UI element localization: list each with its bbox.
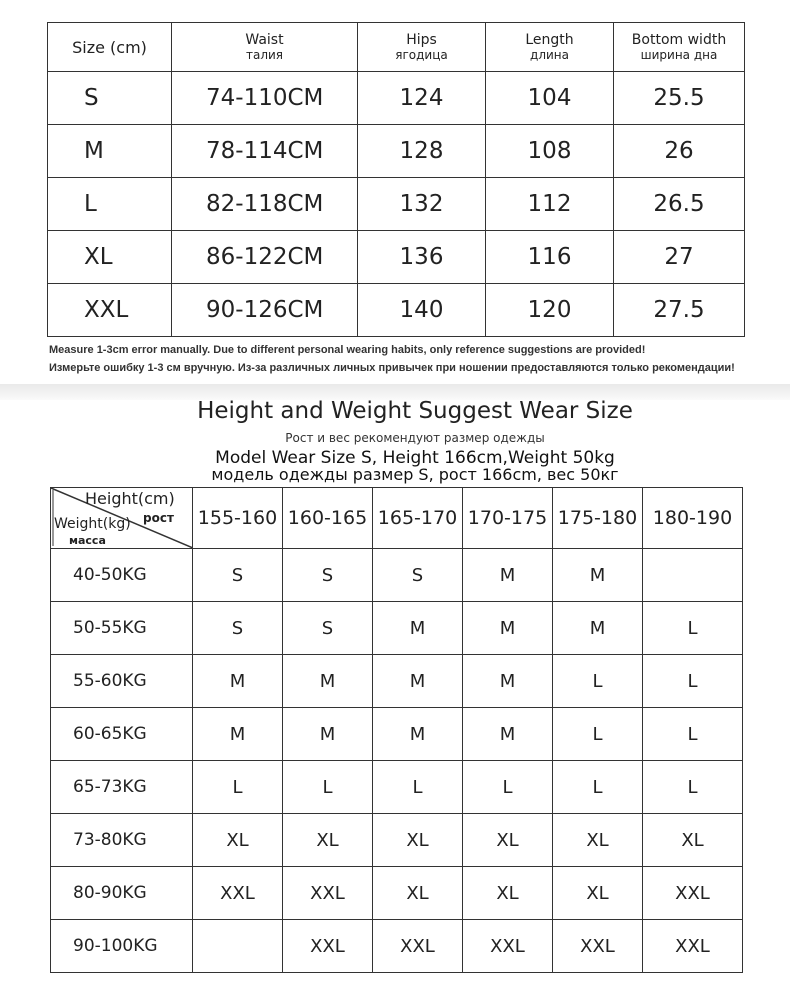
length-cell: 112 [486, 178, 614, 231]
hips-cell: 132 [358, 178, 486, 231]
recommend-subtitle: Рост и вес рекомендуют размер одежды [285, 431, 545, 445]
header-bottom-width-sublabel: ширина дна [640, 48, 718, 62]
header-length-label: Length [525, 32, 574, 48]
size-suggestion-cell: M [373, 655, 463, 708]
size-suggestion-cell: M [463, 549, 553, 602]
size-suggestion-cell: S [193, 549, 283, 602]
size-table-header-row [48, 23, 745, 72]
waist-cell: 78-114CM [172, 125, 358, 178]
bottom-width-cell: 27 [614, 231, 745, 284]
size-suggestion-cell: XL [553, 867, 643, 920]
weight-cell: 55-60KG [51, 655, 193, 708]
header-size [48, 23, 172, 72]
weight-cell: 60-65KG [51, 708, 193, 761]
size-suggestion-cell: XL [643, 814, 743, 867]
size-suggestion-cell: XXL [193, 867, 283, 920]
size-suggestion-cell: L [553, 655, 643, 708]
corner-weight-sublabel: масса [69, 534, 106, 547]
height-header: 175-180 [553, 488, 643, 549]
size-suggestion-cell: XXL [463, 920, 553, 973]
hips-cell: 136 [358, 231, 486, 284]
length-cell: 120 [486, 284, 614, 337]
size-suggestion-cell: XL [553, 814, 643, 867]
bottom-width-cell: 26 [614, 125, 745, 178]
table-row [51, 708, 743, 761]
model-info-russian: модель одежды размер S, рост 166cm, вес 50кг [211, 465, 619, 484]
length-cell: 104 [486, 72, 614, 125]
bottom-width-cell: 25.5 [614, 72, 745, 125]
size-suggestion-cell: S [193, 602, 283, 655]
table-row [48, 231, 745, 284]
hips-cell: 128 [358, 125, 486, 178]
corner-header [51, 488, 193, 549]
size-suggestion-cell: M [283, 708, 373, 761]
header-bottom-width [614, 23, 745, 72]
header-length-sublabel: длина [530, 48, 569, 62]
size-suggestion-cell: XL [193, 814, 283, 867]
waist-cell: 74-110CM [172, 72, 358, 125]
size-suggestion-cell: S [283, 602, 373, 655]
table-row [51, 602, 743, 655]
size-suggestion-cell: XXL [283, 920, 373, 973]
table-row [51, 655, 743, 708]
measurement-notes [49, 341, 769, 377]
recommend-title: Height and Weight Suggest Wear Size [197, 398, 633, 424]
table-row [48, 125, 745, 178]
size-suggestion-cell: L [463, 761, 553, 814]
table-row [48, 72, 745, 125]
length-cell: 108 [486, 125, 614, 178]
size-suggestion-cell [193, 920, 283, 973]
table-row [51, 920, 743, 973]
height-header: 170-175 [463, 488, 553, 549]
size-measurement-table [47, 22, 745, 337]
table-row [51, 761, 743, 814]
hips-cell: 124 [358, 72, 486, 125]
size-suggestion-cell: XXL [553, 920, 643, 973]
size-suggestion-cell: M [463, 708, 553, 761]
size-suggestion-cell: M [373, 602, 463, 655]
table-row [51, 549, 743, 602]
size-suggestion-cell: L [553, 708, 643, 761]
size-cell: L [48, 178, 172, 231]
size-suggestion-cell: M [553, 549, 643, 602]
size-suggestion-cell: L [283, 761, 373, 814]
size-suggestion-cell: XL [373, 867, 463, 920]
weight-cell: 80-90KG [51, 867, 193, 920]
size-suggestion-cell: XL [463, 814, 553, 867]
height-header: 160-165 [283, 488, 373, 549]
header-waist-sublabel: талия [245, 48, 284, 62]
size-suggestion-cell: XL [373, 814, 463, 867]
size-suggestion-cell: XXL [373, 920, 463, 973]
size-suggestion-cell: XXL [643, 920, 743, 973]
height-header-row [51, 488, 743, 549]
header-length [486, 23, 614, 72]
size-suggestion-cell: L [643, 761, 743, 814]
header-waist [172, 23, 358, 72]
size-suggestion-cell: M [283, 655, 373, 708]
waist-cell: 86-122CM [172, 231, 358, 284]
size-cell: S [48, 72, 172, 125]
weight-cell: 50-55KG [51, 602, 193, 655]
size-suggestion-cell [643, 549, 743, 602]
hips-cell: 140 [358, 284, 486, 337]
waist-cell: 82-118CM [172, 178, 358, 231]
size-suggestion-cell: XXL [283, 867, 373, 920]
header-size-label: Size (cm) [72, 37, 147, 57]
height-header: 180-190 [643, 488, 743, 549]
height-header: 155-160 [193, 488, 283, 549]
model-info-english: Model Wear Size S, Height 166cm,Weight 50kg [215, 448, 615, 468]
height-weight-table [50, 487, 743, 973]
waist-cell: 90-126CM [172, 284, 358, 337]
size-suggestion-cell: L [643, 655, 743, 708]
table-row [51, 814, 743, 867]
header-hips [358, 23, 486, 72]
size-cell: XL [48, 231, 172, 284]
bottom-width-cell: 26.5 [614, 178, 745, 231]
size-suggestion-cell: L [643, 602, 743, 655]
size-suggestion-cell: S [283, 549, 373, 602]
size-suggestion-cell: L [193, 761, 283, 814]
weight-cell: 90-100KG [51, 920, 193, 973]
header-hips-sublabel: ягодица [395, 48, 448, 62]
weight-cell: 40-50KG [51, 549, 193, 602]
size-suggestion-cell: L [643, 708, 743, 761]
header-hips-label: Hips [406, 32, 437, 48]
size-suggestion-cell: M [193, 708, 283, 761]
weight-cell: 65-73KG [51, 761, 193, 814]
size-suggestion-cell: M [193, 655, 283, 708]
size-suggestion-cell: XL [283, 814, 373, 867]
corner-height-label: Height(cm) [85, 489, 175, 508]
size-suggestion-cell: L [373, 761, 463, 814]
note-english: Measure 1-3cm error manually. Due to different personal wearing habits, only reference suggestions are provided! [49, 344, 646, 356]
weight-cell: 73-80KG [51, 814, 193, 867]
size-suggestion-cell: XL [463, 867, 553, 920]
length-cell: 116 [486, 231, 614, 284]
corner-height-sublabel: рост [143, 511, 174, 525]
size-suggestion-cell: XXL [643, 867, 743, 920]
header-waist-label: Waist [245, 32, 284, 48]
size-suggestion-cell: L [553, 761, 643, 814]
size-suggestion-cell: M [373, 708, 463, 761]
header-bottom-width-label: Bottom width [631, 32, 727, 48]
table-row [48, 178, 745, 231]
table-row [48, 284, 745, 337]
height-header: 165-170 [373, 488, 463, 549]
size-suggestion-cell: M [553, 602, 643, 655]
table-row [51, 867, 743, 920]
size-cell: M [48, 125, 172, 178]
note-russian: Измерьте ошибку 1-3 см вручную. Из-за различных личных привычек при ношении предоставляются только рекомендации! [49, 362, 735, 374]
size-suggestion-cell: M [463, 655, 553, 708]
size-suggestion-cell: S [373, 549, 463, 602]
size-suggestion-cell: M [463, 602, 553, 655]
corner-weight-label: Weight(kg) [54, 516, 131, 532]
size-cell: XXL [48, 284, 172, 337]
bottom-width-cell: 27.5 [614, 284, 745, 337]
